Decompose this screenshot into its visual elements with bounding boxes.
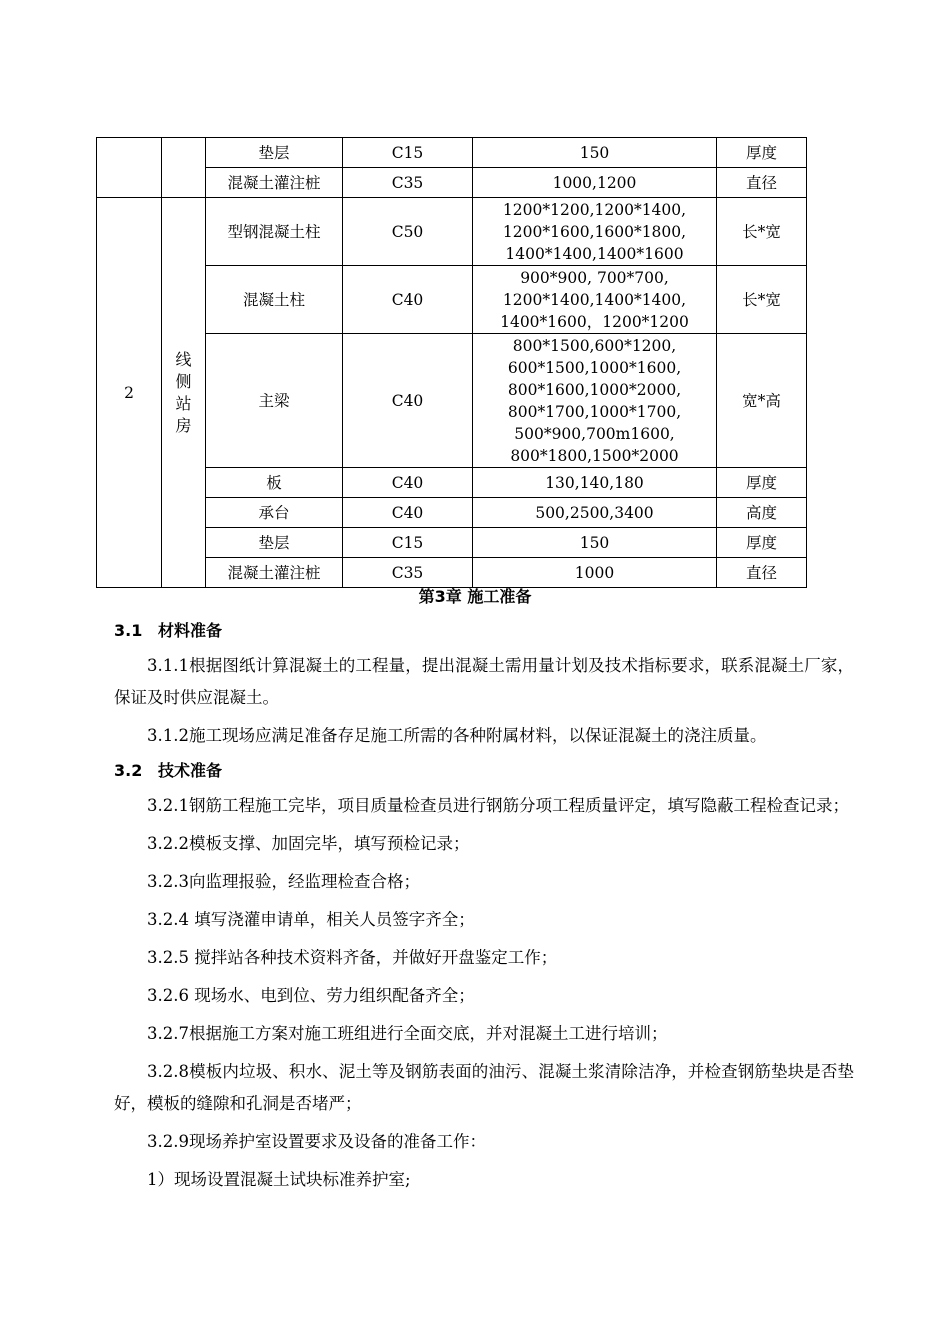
- size-cell: [473, 198, 717, 266]
- size-line: 900*900, 700*700,: [520, 268, 669, 287]
- size-line: 500*900,700m1600,: [514, 424, 675, 443]
- size-line: 800*1800,1500*2000: [510, 446, 679, 465]
- size-line: 800*1700,1000*1700,: [507, 402, 682, 421]
- item-cell: 型钢混凝土柱: [206, 198, 343, 266]
- size-line: 1400*1600，1200*1200: [500, 312, 689, 331]
- paragraph: 3.1.1根据图纸计算混凝土的工程量，提出混凝土需用量计划及技术指标要求，联系混凝土厂家，保证及时供应混凝土。: [114, 656, 854, 707]
- note-cell: 厚度: [717, 468, 807, 498]
- paragraph: 3.2.3向监理报验，经监理检查合格；: [147, 872, 420, 891]
- table-body: [97, 138, 807, 588]
- size-line: 130,140,180: [545, 473, 644, 492]
- size-cell: 150: [473, 138, 717, 168]
- item-cell: 混凝土灌注桩: [206, 558, 343, 588]
- size-line: 800*1600,1000*2000,: [507, 380, 682, 399]
- grade-cell: C40: [343, 266, 473, 334]
- table-row: [97, 138, 807, 168]
- paragraph: 3.2.7根据施工方案对施工班组进行全面交底，并对混凝土工进行培训；: [147, 1024, 668, 1043]
- paragraph: 3.2.8模板内垃圾、积水、泥土等及钢筋表面的油污、混凝土浆清除洁净，并检查钢筋垫块是否垫好，模板的缝隙和孔洞是否堵严；: [114, 1062, 854, 1113]
- paragraph: 3.2.4 填写浇灌申请单，相关人员签字齐全；: [147, 910, 475, 929]
- group-name-text: 线侧站房: [175, 349, 192, 435]
- note-cell: 高度: [717, 498, 807, 528]
- size-cell: [473, 498, 717, 528]
- item-cell: 混凝土灌注桩: [206, 168, 343, 198]
- size-line: 800*1500,600*1200,: [512, 336, 677, 355]
- paragraph: 3.2.6 现场水、电到位、劳力组织配备齐全；: [147, 986, 475, 1005]
- grade-cell: C50: [343, 198, 473, 266]
- section-title: 材料准备: [158, 621, 223, 640]
- item-cell: 垫层: [206, 138, 343, 168]
- size-line: 1200*1400,1400*1400,: [502, 290, 687, 309]
- size-cell: [473, 468, 717, 498]
- note-cell: 厚度: [717, 138, 807, 168]
- grade-cell: C15: [343, 138, 473, 168]
- size-cell: [473, 334, 717, 468]
- grade-cell: C40: [343, 498, 473, 528]
- size-cell: [473, 528, 717, 558]
- item-cell: 混凝土柱: [206, 266, 343, 334]
- size-line: 1400*1400,1400*1600: [505, 244, 684, 263]
- paragraph: 1）现场设置混凝土试块标准养护室;: [147, 1170, 411, 1189]
- group-name-cell: [162, 198, 206, 588]
- paragraph: 3.2.1钢筋工程施工完毕，项目质量检查员进行钢筋分项工程质量评定，填写隐蔽工程检查记录；: [147, 796, 849, 815]
- item-cell: 承台: [206, 498, 343, 528]
- empty-cell: [162, 138, 206, 198]
- empty-cell: [97, 138, 162, 198]
- size-cell: 1000,1200: [473, 168, 717, 198]
- item-cell: 板: [206, 468, 343, 498]
- grade-cell: C40: [343, 468, 473, 498]
- size-cell: [473, 266, 717, 334]
- paragraph: 3.2.2模板支撑、加固完毕，填写预检记录；: [147, 834, 470, 853]
- note-cell: 直径: [717, 558, 807, 588]
- note-cell: 宽*高: [717, 334, 807, 468]
- grade-cell: C35: [343, 168, 473, 198]
- grade-cell: C15: [343, 528, 473, 558]
- chapter-title: 第3章 施工准备: [418, 587, 532, 606]
- section-title: 技术准备: [158, 761, 223, 780]
- document-body: [114, 618, 854, 1202]
- concrete-spec-table: [96, 137, 807, 588]
- table-row: [97, 198, 807, 266]
- item-cell: 垫层: [206, 528, 343, 558]
- paragraph: 3.1.2施工现场应满足准备存足施工所需的各种附属材料，以保证混凝土的浇注质量。: [147, 726, 767, 745]
- note-cell: 长*宽: [717, 198, 807, 266]
- grade-cell: C40: [343, 334, 473, 468]
- size-line: 1200*1600,1600*1800,: [502, 222, 687, 241]
- note-cell: 长*宽: [717, 266, 807, 334]
- grade-cell: C35: [343, 558, 473, 588]
- note-cell: 直径: [717, 168, 807, 198]
- section-number: 3.2: [114, 761, 143, 780]
- paragraph: 3.2.9现场养护室设置要求及设备的准备工作：: [147, 1132, 486, 1151]
- note-cell: 厚度: [717, 528, 807, 558]
- size-line: 600*1500,1000*1600,: [507, 358, 682, 377]
- paragraph: 3.2.5 搅拌站各种技术资料齐备，并做好开盘鉴定工作；: [147, 948, 558, 967]
- size-line: 1200*1200,1200*1400,: [502, 200, 687, 219]
- size-line: 1000: [574, 563, 615, 582]
- item-cell: 主梁: [206, 334, 343, 468]
- row-number-cell: 2: [97, 198, 162, 588]
- size-line: 150: [579, 533, 610, 552]
- size-cell: [473, 558, 717, 588]
- section-number: 3.1: [114, 621, 143, 640]
- size-line: 500,2500,3400: [535, 503, 654, 522]
- section-heading: [114, 618, 854, 644]
- section-heading: [114, 758, 854, 784]
